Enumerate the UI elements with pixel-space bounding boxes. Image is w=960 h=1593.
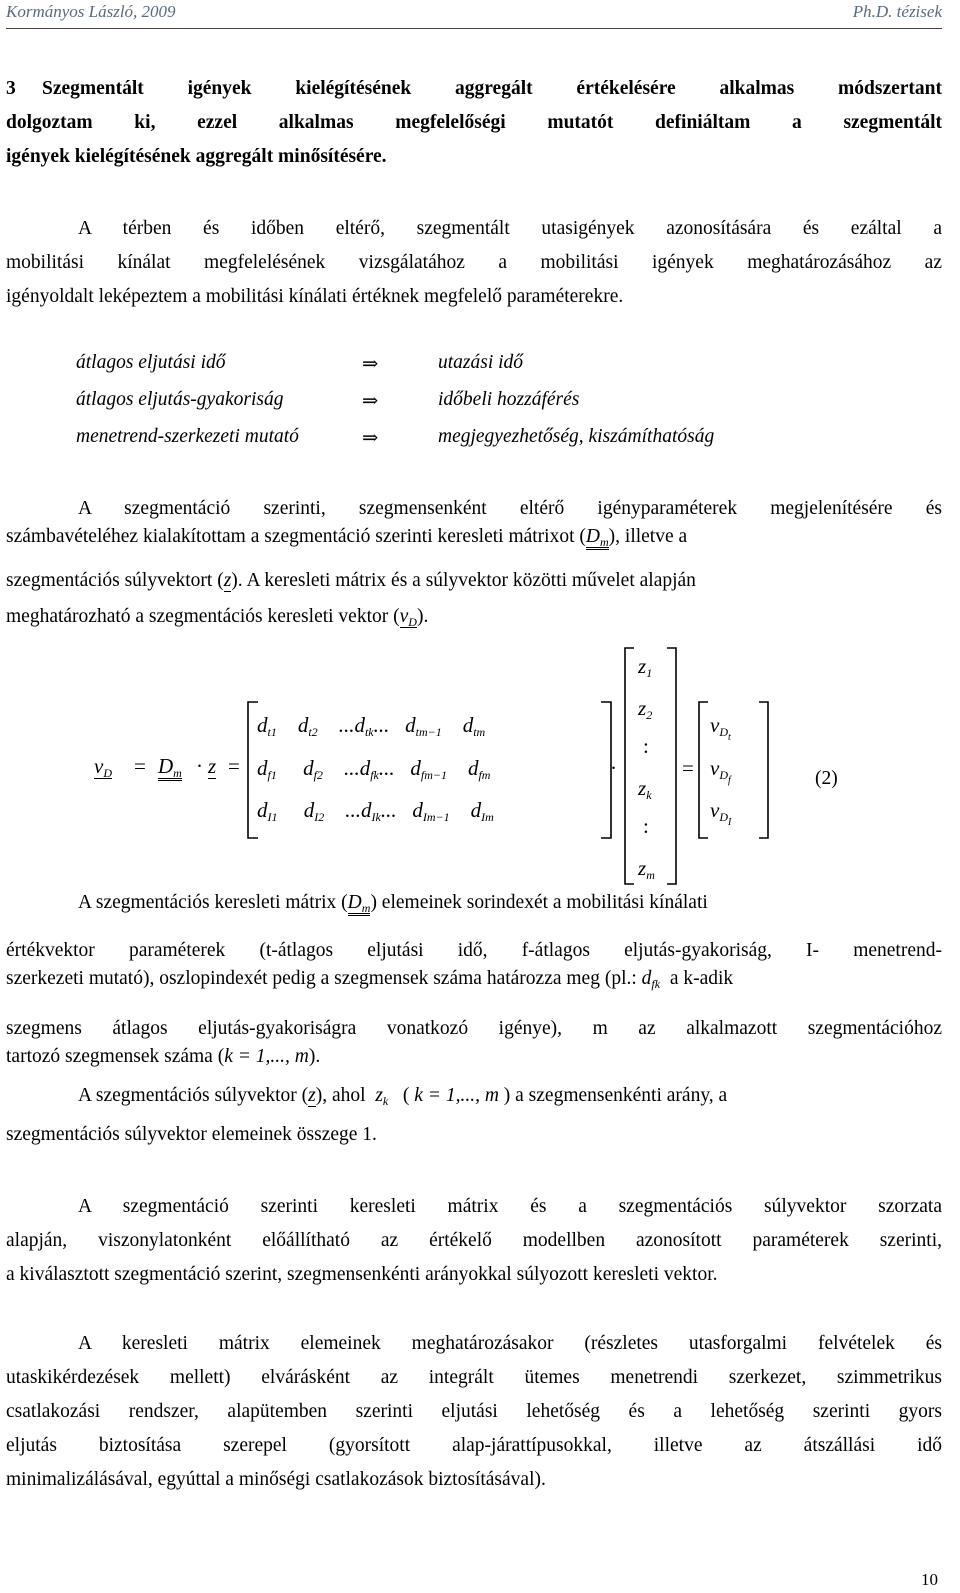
mapping-right: megjegyezhetőség, kiszámíthatóság [438,426,715,447]
right-bracket-icon [756,700,772,840]
result-element: $v_{D_f}$ [710,756,731,786]
text-line: mobilitási kínálat megfelelésének vizsgálatához a mobilitási igények meghatározásához az [6,252,942,273]
text-line: csatlakozási rendszer, alapütemben szerinti eljutási lehetőség és a lehetőség szerinti gyors [6,1401,942,1422]
page-header [6,2,942,29]
matrix-row-t: $d_{t1}$ $d_{t2}$ $...d_{tk}$... $d_{tm-1}$ $d_{tm}$ [257,713,486,739]
text-line: számbavételéhez kialakítottam a szegmentáció szerinti keresleti mátrixot $(D_m)$, illetve a [6,526,688,549]
result-element: $v_{D_I}$ [710,798,732,828]
result-element: $v_{D_t}$ [710,713,731,743]
eq-equals: = [682,756,694,780]
mapping-left: átlagos eljutási idő [76,352,226,373]
thesis-number: 3 [6,78,16,99]
thesis-statement [6,72,942,174]
text-line: eljutás biztosítása szerepel (gyorsított alap-járattípusokkal, illetve az átszállási idő [6,1435,942,1456]
eq-lhs-vd: $v_D$ [94,754,112,780]
text-line: utaskikérdezések mellett) elvárásként az integrált ütemes menetrendi szerkezet, szimmetrikus [6,1367,942,1388]
eq-equals: = [134,754,146,778]
text-line: értékvektor paraméterek (t-átlagos eljutási idő, f-átlagos eljutás-gyakoriság, I- menetrend- [6,940,942,961]
implies-arrow-icon: ⇒ [362,354,379,375]
mapping-right: időbeli hozzáférés [438,389,580,410]
text-line: A szegmentáció szerinti, szegmensenként eltérő igényparaméterek megjelenítésére és [78,498,942,519]
eq-dm: $D_m$ [158,754,182,780]
text-line: A szegmentáció szerinti keresleti mátrix és a szegmentációs súlyvektor szorzata [78,1196,942,1217]
text-line: alapján, viszonylatonként előállítható az értékelő modellben azonosított paraméterek szerinti, [6,1230,942,1251]
text-line: szerkezeti mutató), oszlopindexét pedig a szegmensek száma határozza meg (pl.: $d_{fk}$ a k-adik [6,968,734,991]
matrix-row-i: $d_{I1}$ $d_{I2}$ $...d_{Ik}$... $d_{Im-1}$ $d_{Im}$ [257,798,494,824]
page-number: 10 [921,1570,938,1589]
z-element: $z_k$ [638,776,652,802]
text-line: szegmens átlagos eljutás-gyakoriságra vonatkozó igénye), m az alkalmazott szegmentációhoz [6,1018,942,1039]
text-line: A térben és időben eltérő, szegmentált utasigények azonosítására és ezáltal a [78,218,942,239]
paragraph-product [6,1190,942,1292]
thesis-line: Szegmentált igények kielégítésének aggregált értékelésére alkalmas módszertant [42,78,942,99]
matrix-row-f: $d_{f1}$ $d_{f2}$ $...d_{fk}$... $d_{fm-1}$ $d_{fm}$ [257,756,491,782]
text-line: meghatározható a szegmentációs keresleti vektor $(v_D)$. [6,606,429,629]
z-element: $z_m$ [638,856,655,882]
z-element: $z_1$ [638,654,653,680]
header-author: Kormányos László, 2009 [6,2,176,21]
z-ellipsis: : [643,814,649,838]
text-line: A szegmentációs súlyvektor (z), ahol $z_k$ ( k = 1,..., m ) a szegmensenkénti arány, a [78,1085,728,1108]
matrix-symbol-dm: $D_m$ [585,526,609,549]
text-line: a kiválasztott szegmentáció szerint, szegmensenkénti arányokkal súlyozott keresleti vektor. [6,1264,718,1285]
thesis-line: dolgoztam ki, ezzel alkalmas megfelelőségi mutatót definiáltam a szegmentált [6,112,942,133]
header-doctype: Ph.D. tézisek [852,2,942,21]
mapping-left: menetrend-szerkezeti mutató [76,426,299,447]
z-element: $z_2$ [638,696,653,722]
right-bracket-icon [664,646,680,886]
text-line: A szegmentációs keresleti mátrix $(D_m)$ elemeinek sorindexét a mobilitási kínálati [78,892,708,915]
paragraph-intro [6,212,942,314]
eq-dot: · [196,754,203,778]
vector-symbol-z: z [223,570,232,591]
equation-number: (2) [815,768,838,789]
text-line: szegmentációs súlyvektort (z). A keresleti mátrix és a súlyvektor közötti művelet alapján [6,570,696,591]
text-line: tartozó szegmensek száma (k = 1,..., m). [6,1046,321,1067]
implies-arrow-icon: ⇒ [362,428,379,449]
implies-arrow-icon: ⇒ [362,391,379,412]
eq-equals: = [228,754,240,778]
paragraph-expectations [6,1327,942,1497]
text-line: minimalizálásával, egyúttal a minőségi csatlakozások biztosításával). [6,1469,546,1490]
mapping-left: átlagos eljutás-gyakoriság [76,389,284,410]
eq-dot: · [610,756,617,780]
text-line: A keresleti mátrix elemeinek meghatározásakor (részletes utasforgalmi felvételek és [78,1333,942,1354]
z-ellipsis: : [643,734,649,758]
left-bracket-icon [622,646,638,886]
thesis-line: igények kielégítésének aggregált minősítésére. [6,146,387,167]
eq-z: z [208,754,217,778]
text-line: igényoldalt leképeztem a mobilitási kínálati értéknek megfelelő paraméterekre. [6,286,624,307]
vector-symbol-vd: $v_D$ [399,606,417,629]
text-line: szegmentációs súlyvektor elemeinek összege 1. [6,1124,377,1145]
mapping-right: utazási idő [438,352,524,373]
